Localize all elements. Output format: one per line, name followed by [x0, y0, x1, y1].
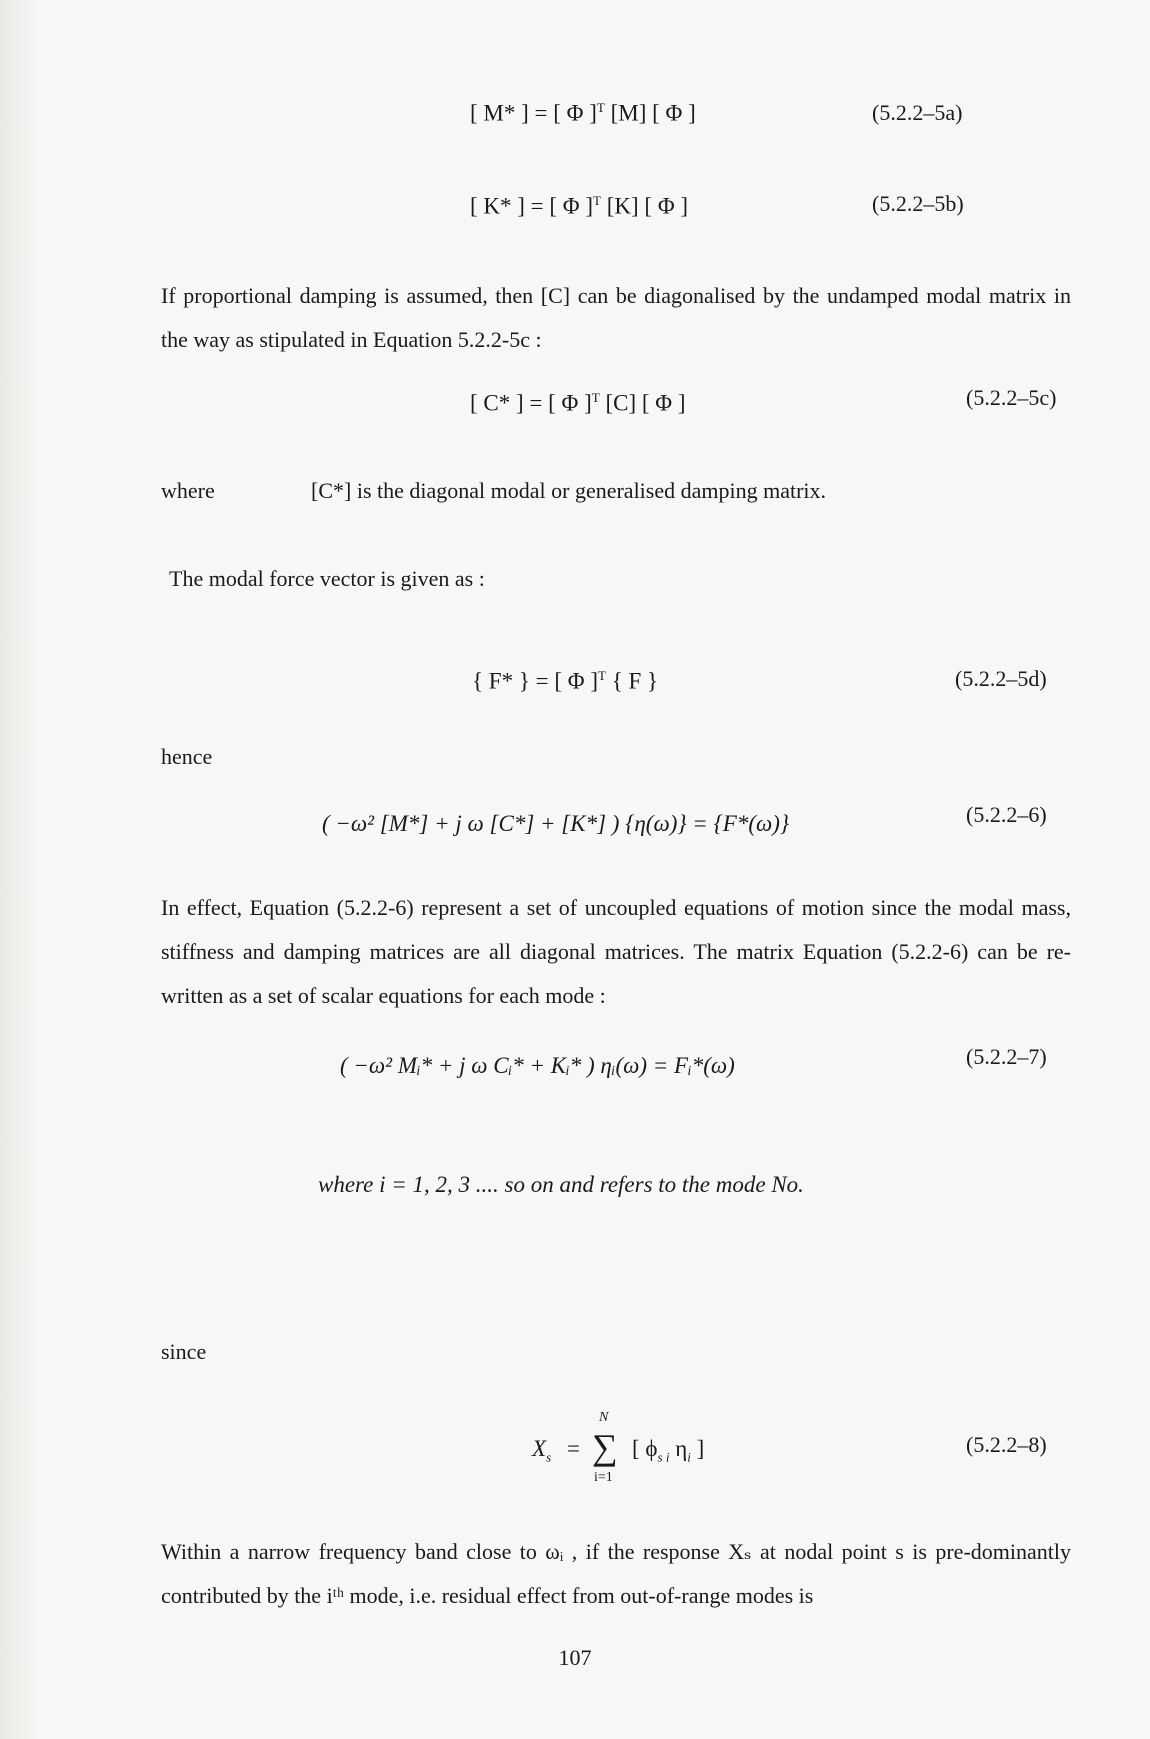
- modal-force-sentence: The modal force vector is given as :: [169, 566, 485, 591]
- paragraph-narrow-band: Within a narrow frequency band close to ωᵢ , if the response Xₛ at nodal point s is pre-dominantly contributed by the iᵗʰ mode, i.e. residual effect from out-of-range modes is: [161, 1539, 1071, 1608]
- equation-6-number: (5.2.2–6): [966, 802, 1047, 827]
- page-number: 107: [558, 1645, 592, 1670]
- equation-5b: [ K* ] = [ Φ ]$^T$ [K] [ Φ ]: [470, 193, 689, 219]
- sum-upper-limit: N: [599, 1410, 609, 1425]
- equation-5a: [ M* ] = [ Φ ]$^T$ [M] [ Φ ]: [470, 100, 696, 126]
- equation-5a-number: (5.2.2–5a): [872, 100, 963, 125]
- summation-symbol: ∑: [592, 1427, 618, 1467]
- equation-8-number: (5.2.2–8): [966, 1432, 1047, 1457]
- page-edge-shadow: [0, 0, 40, 1739]
- equation-7-number: (5.2.2–7): [966, 1044, 1047, 1069]
- hence-label: hence: [161, 744, 213, 769]
- equation-5b-number: (5.2.2–5b): [872, 191, 964, 216]
- equation-5c: [ C* ] = [ Φ ]$^T$ [C] [ Φ ]: [470, 390, 686, 416]
- mode-index-note: where i = 1, 2, 3 .... so on and refers to the mode No.: [318, 1172, 804, 1197]
- equation-8-lhs: $X_s$: [532, 1436, 552, 1465]
- where-label: where: [161, 478, 215, 503]
- equation-6: ( −ω² [M*] + j ω [C*] + [K*] ) {η(ω)} = {F*(ω)}: [322, 811, 790, 836]
- since-label: since: [161, 1339, 207, 1364]
- equation-5c-number: (5.2.2–5c): [966, 385, 1057, 410]
- where-definition: [C*] is the diagonal modal or generalised damping matrix.: [311, 478, 827, 503]
- equation-5d-number: (5.2.2–5d): [955, 666, 1047, 691]
- equation-7: ( −ω² Mᵢ* + j ω Cᵢ* + Kᵢ* ) ηᵢ(ω) = Fᵢ*(ω): [340, 1053, 735, 1078]
- equation-5d: { F* } = [ Φ ]$^T$ { F }: [472, 668, 659, 694]
- paragraph-uncoupled-equations: In effect, Equation (5.2.2-6) represent a set of uncoupled equations of motion since the modal mass, stiffness and damping matrices are all diagonal matrices. The matrix Equation (5.2.2-6) can be re-written as a set of scalar equations for each mode :: [161, 895, 1071, 1008]
- equation-8: [532, 1410, 752, 1502]
- paragraph-proportional-damping: If proportional damping is assumed, then [C] can be diagonalised by the undamped modal matrix in the way as stipulated in Equation 5.2.2-5c :: [161, 283, 1071, 352]
- equation-8-body: [ $\phi_{s i}$ $\eta_i$ ]: [632, 1436, 705, 1465]
- equation-8-equals: =: [567, 1436, 580, 1461]
- sum-lower-limit: i=1: [594, 1470, 613, 1485]
